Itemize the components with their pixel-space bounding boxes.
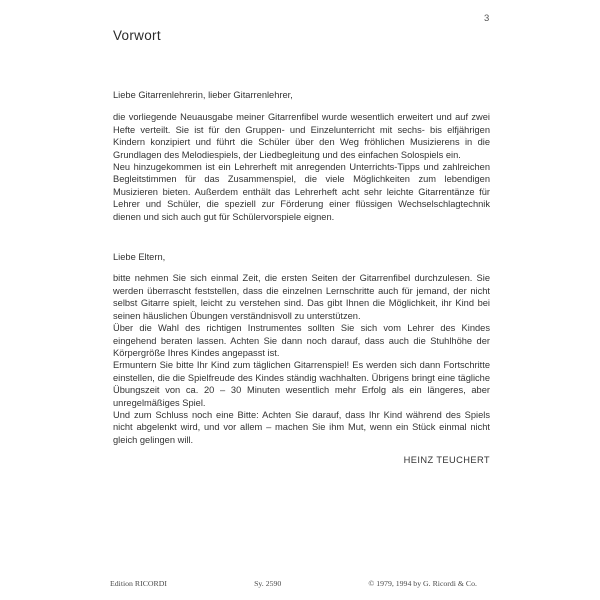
imprint-footer <box>110 579 477 588</box>
author-signature: HEINZ TEUCHERT <box>403 455 490 466</box>
publisher-imprint: Edition RICORDI <box>110 579 167 588</box>
copyright-notice: © 1979, 1994 by G. Ricordi & Co. <box>368 579 477 588</box>
parents-salutation: Liebe Eltern, <box>113 252 166 263</box>
page-number: 3 <box>484 13 490 24</box>
page-title: Vorwort <box>113 28 161 43</box>
parents-paragraph-1: bitte nehmen Sie sich einmal Zeit, die ersten Seiten der Gitarrenfibel durchzulesen. Sie werden überrascht feststellen, dass die einzelnen Lernschritte auch für jemand, der nicht selbst Gitarre spielt, leicht zu verstehen sind. Das gibt Ihnen die Möglichkeit, ihr Kind bei seinen häuslichen Übungen verständnisvoll zu unterstützen. <box>113 273 490 321</box>
teachers-paragraph-1: die vorliegende Neuausgabe meiner Gitarrenfibel wurde wesentlich erweitert und auf zwei Hefte verteilt. Sie ist für den Gruppen- und Einzelunterricht mit sechs- bis elfjährigen Kindern konzipiert und führt die Schüler über den Weg fröhlichen Musizierens in die Grundlagen des Melodiespiels, der Liedbegleitung und des einfachen Solospiels ein. <box>113 112 490 160</box>
parents-paragraph-2: Über die Wahl des richtigen Instrumentes sollten Sie sich vom Lehrer des Kindes eingehend beraten lassen. Achten Sie dann noch darauf, dass auch die Stuhlhöhe der Körpergröße Ihres Kindes angepasst ist. <box>113 323 490 358</box>
teachers-paragraph-2: Neu hinzugekommen ist ein Lehrerheft mit anregenden Unterrichts-Tipps und zahlreichen Begleitstimmen für das Zusammenspiel, die viele Möglichkeiten zum lebendigen Musizieren bieten. Außerdem enthält das Lehrerheft acht sehr leichte Gitarrentänze für Lehrer und Schüler, die speziell zur Förderung einer flüssigen Wechselschlagtechnik dienen und sich auch gut für Schülervorspiele eignen. <box>113 162 490 222</box>
parents-paragraph-4: Und zum Schluss noch eine Bitte: Achten Sie darauf, dass Ihr Kind während des Spiels nicht abgelenkt wird, und vor allem – machen Sie ihm Mut, wenn ein Stück einmal nicht gleich gelingen will. <box>113 409 490 445</box>
teachers-salutation: Liebe Gitarrenlehrerin, lieber Gitarrenlehrer, <box>113 90 293 100</box>
page-content <box>113 29 490 467</box>
plate-number: Sy. 2590 <box>254 579 282 588</box>
parents-paragraph-3: Ermuntern Sie bitte Ihr Kind zum täglichen Gitarrenspiel! Es werden sich dann Fortschritte einstellen, die die Spielfreude des Kindes ständig wachhalten. Übrigens bringt eine tägliche Übungszeit von ca. 20 – 30 Minuten wesentlich mehr Erfolg als ein längeres, aber unregelmäßiges Spiel. <box>113 360 490 408</box>
